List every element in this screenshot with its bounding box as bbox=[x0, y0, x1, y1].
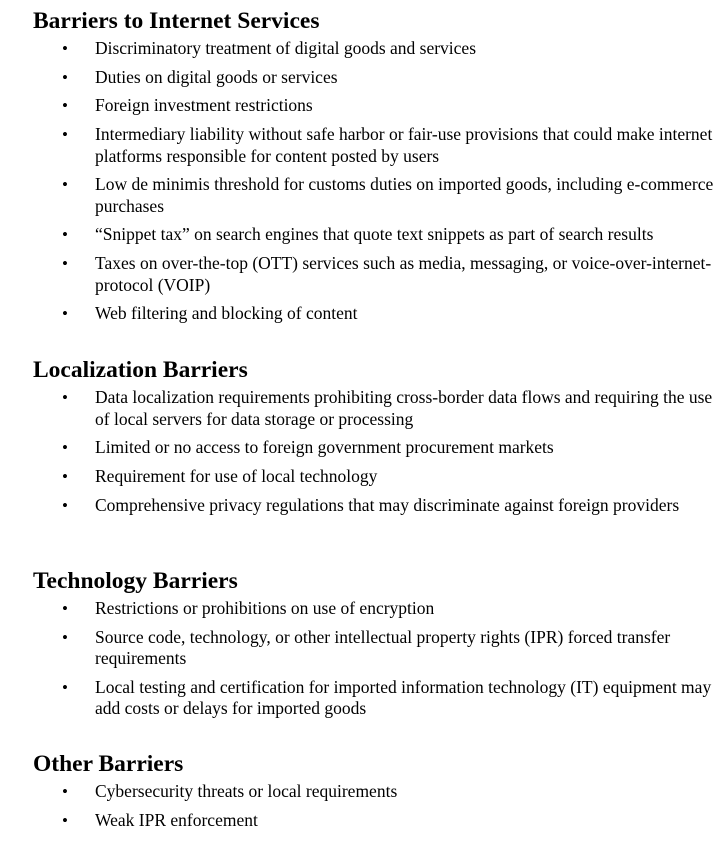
bullet-list bbox=[33, 387, 715, 516]
bullet-icon: • bbox=[62, 677, 68, 697]
list-item bbox=[33, 67, 715, 89]
bullet-icon: • bbox=[62, 495, 68, 515]
list-item bbox=[33, 627, 715, 670]
list-item bbox=[33, 38, 715, 60]
bullet-icon: • bbox=[62, 125, 68, 145]
list-item-text: Restrictions or prohibitions on use of encryption bbox=[95, 598, 435, 618]
list-item-text: Source code, technology, or other intellectual property rights (IPR) forced transfer requirements bbox=[95, 626, 671, 669]
list-item-text: Foreign investment restrictions bbox=[95, 95, 313, 116]
list-item-text: Duties on digital goods or services bbox=[95, 66, 338, 87]
bullet-icon: • bbox=[62, 388, 68, 407]
section-heading: Localization Barriers bbox=[33, 357, 248, 383]
list-item-text: Discriminatory treatment of digital goods and services bbox=[95, 38, 477, 58]
section-technology bbox=[33, 566, 715, 727]
section-heading: Barriers to Internet Services bbox=[33, 8, 320, 34]
list-item bbox=[33, 495, 715, 517]
list-item bbox=[33, 253, 715, 296]
bullet-icon: • bbox=[62, 466, 68, 486]
list-item-text: Taxes on over-the-top (OTT) services such as media, messaging, or voice-over-internet-protocol (VOIP) bbox=[95, 253, 712, 295]
bullet-list bbox=[33, 598, 715, 720]
bullet-icon: • bbox=[62, 254, 68, 274]
list-item-text: “Snippet tax” on search engines that quote text snippets as part of search results bbox=[95, 224, 654, 245]
list-item-text: Limited or no access to foreign government procurement markets bbox=[95, 437, 554, 458]
bullet-icon: • bbox=[62, 175, 68, 195]
list-item-text: Low de minimis threshold for customs duties on imported goods, including e-commerce purchases bbox=[95, 174, 714, 216]
bullet-icon: • bbox=[62, 67, 68, 87]
section-other bbox=[33, 749, 715, 838]
list-item-text: Comprehensive privacy regulations that may discriminate against foreign providers bbox=[95, 494, 680, 515]
bullet-icon: • bbox=[62, 39, 68, 58]
bullet-icon: • bbox=[62, 225, 68, 245]
bullet-list bbox=[33, 781, 715, 831]
list-item bbox=[33, 95, 715, 117]
bullet-icon: • bbox=[62, 438, 68, 458]
bullet-icon: • bbox=[62, 810, 68, 830]
bullet-icon: • bbox=[62, 96, 68, 116]
bullet-icon: • bbox=[62, 627, 68, 647]
list-item-text: Cybersecurity threats or local requirements bbox=[95, 781, 398, 801]
list-item-text: Local testing and certification for imported information technology (IT) equipment may add costs or delays for imported goods bbox=[95, 676, 712, 719]
list-item-text: Requirement for use of local technology bbox=[95, 465, 378, 486]
list-item bbox=[33, 810, 715, 832]
list-item bbox=[33, 598, 715, 620]
list-item-text: Weak IPR enforcement bbox=[95, 809, 258, 830]
list-item bbox=[33, 677, 715, 720]
section-localization bbox=[33, 355, 715, 523]
list-item-text: Data localization requirements prohibiting cross-border data flows and requiring the use of local servers for data storage or processing bbox=[95, 387, 713, 429]
section-heading: Other Barriers bbox=[33, 751, 184, 777]
section-heading: Technology Barriers bbox=[33, 568, 238, 594]
list-item bbox=[33, 303, 715, 325]
bullet-list bbox=[33, 38, 715, 325]
list-item-text: Intermediary liability without safe harbor or fair-use provisions that could make internet platforms responsible for content posted by users bbox=[95, 124, 713, 166]
list-item bbox=[33, 437, 715, 459]
bullet-icon: • bbox=[62, 304, 68, 324]
list-item bbox=[33, 387, 715, 430]
list-item bbox=[33, 124, 715, 167]
section-internet-services bbox=[33, 6, 715, 332]
bullet-icon: • bbox=[62, 782, 68, 801]
list-item bbox=[33, 174, 715, 217]
bullet-icon: • bbox=[62, 599, 68, 618]
list-item-text: Web filtering and blocking of content bbox=[95, 303, 358, 324]
list-item bbox=[33, 224, 715, 246]
list-item bbox=[33, 466, 715, 488]
list-item bbox=[33, 781, 715, 803]
